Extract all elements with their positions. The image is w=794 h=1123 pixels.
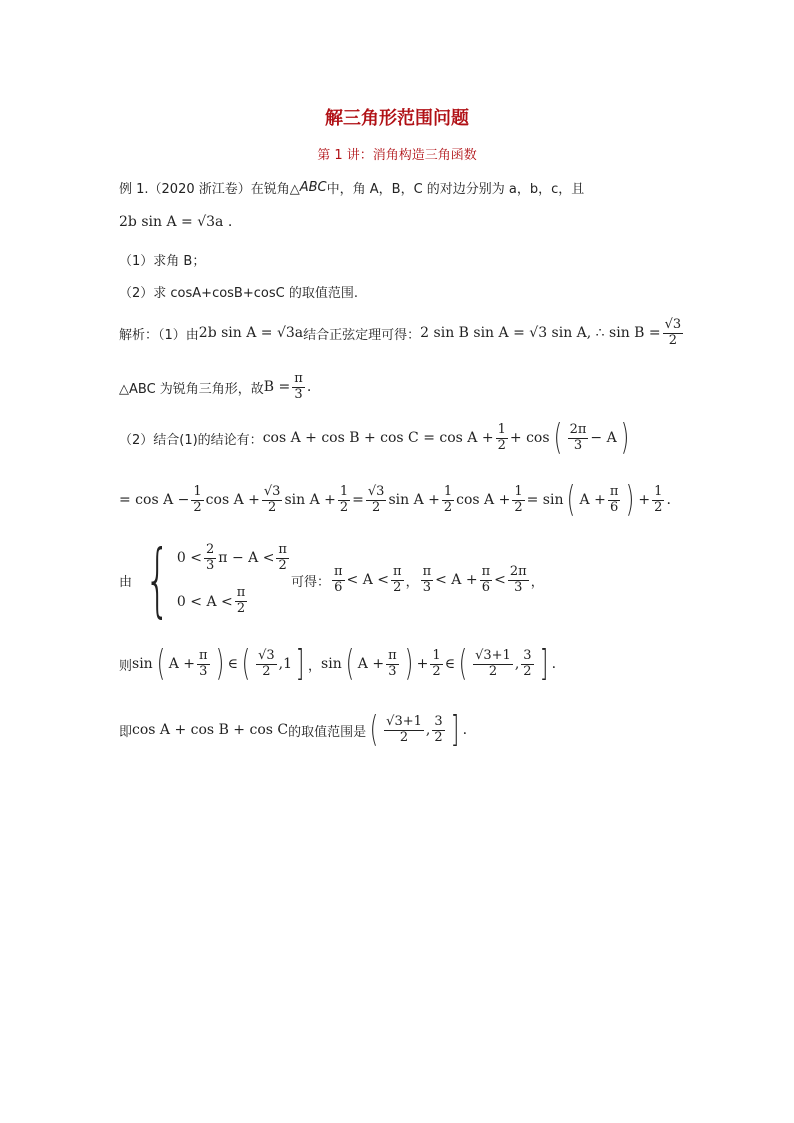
final-mid: 的取值范围是 (288, 724, 367, 740)
frac-num: √3 (664, 317, 682, 332)
frac-num: 1 (443, 483, 453, 499)
ineq-mid: < A < (346, 572, 390, 588)
dot: . (462, 722, 468, 738)
frac-num: 3 (523, 647, 532, 663)
frac-pi-over-3 (292, 372, 305, 403)
paren-left: ( (156, 643, 165, 684)
solution-line-3 (119, 417, 633, 458)
frac-num: π (422, 563, 432, 579)
problem-condition (119, 214, 232, 230)
frac-num: π (333, 563, 343, 579)
frac-den: 3 (294, 386, 303, 402)
paren-left: ( (458, 643, 468, 684)
frac-num: 1 (514, 483, 523, 499)
final-eq: cos A + cos B + cos C (132, 722, 289, 738)
frac-num: π (388, 647, 397, 663)
bracket-right: ] (295, 643, 305, 684)
frac-pi-over-2 (235, 586, 248, 617)
frac-pi-over-3 (421, 565, 434, 596)
frac-den: 2 (434, 729, 443, 745)
by: 由 (119, 574, 133, 590)
frac-den: 2 (372, 499, 381, 515)
comma: ， (308, 658, 322, 674)
cos-a: cos A + (205, 492, 260, 508)
frac-1-over-2 (338, 485, 350, 516)
solution-line-5 (119, 533, 544, 626)
a-plus: A + (579, 492, 606, 508)
frac-num: 2 (206, 542, 215, 557)
dot: . (551, 656, 557, 672)
frac-den: 2 (262, 663, 271, 679)
line2-dot: . (306, 379, 312, 396)
frac-1-over-2 (430, 649, 442, 680)
solution-mid1: 结合正弦定理可得： (303, 327, 421, 343)
bracket-right: ] (450, 709, 459, 750)
frac-num: π (236, 585, 246, 601)
frac-num: 1 (654, 483, 663, 499)
frac-den: 2 (432, 663, 441, 679)
problem-part1 (119, 250, 205, 269)
line4-a: = cos A − (119, 492, 190, 508)
frac-1-over-2 (191, 485, 203, 516)
comma: ， (530, 574, 544, 590)
frac-den: 2 (339, 499, 349, 515)
paren-left: ( (241, 643, 251, 684)
frac-2pi-over-3 (508, 565, 529, 596)
frac-den: 2 (193, 499, 202, 515)
eq-sin: = sin (526, 492, 564, 508)
frac-sqrt3-over-2 (663, 318, 684, 349)
solution-line-4 (119, 479, 671, 520)
system-line-1 (177, 543, 291, 574)
frac-sqrt3-over-2 (262, 485, 283, 516)
frac-num: 1 (432, 647, 441, 663)
frac-den: 2 (236, 601, 246, 617)
left-brace: { (144, 533, 171, 626)
frac-num: √3 (258, 647, 275, 663)
frac-den: 2 (393, 579, 402, 595)
sys1-b: π − A < (218, 550, 275, 567)
frac-num: 2π (569, 421, 587, 437)
frac-den: 3 (206, 557, 215, 573)
frac-num: π (481, 563, 491, 579)
page-title: 解三角形范围问题 (325, 108, 469, 129)
frac-den: 2 (278, 557, 287, 573)
frac-pi-over-6 (480, 565, 493, 596)
frac-num: π (294, 371, 303, 386)
frac-num: 1 (339, 483, 349, 499)
solution-eq1: 2b sin A = √3a (198, 325, 304, 342)
comma: ， (405, 574, 419, 590)
part2-text: （2）求 cosA+cosB+cosC 的取值范围. (119, 286, 358, 301)
problem-condition-eq: 2b sin A = √3a . (119, 214, 233, 230)
frac-den: 2 (443, 499, 453, 515)
cos-a2: cos A + (456, 492, 511, 508)
paren-right: ) (215, 643, 224, 684)
frac-den: 2 (497, 437, 506, 453)
frac-1-over-2 (652, 485, 664, 516)
paren-left: ( (345, 643, 354, 684)
frac-num: π (393, 563, 402, 579)
in-sym: ∈ (444, 656, 456, 672)
then: 则 (119, 658, 133, 674)
frac-den: 2 (523, 663, 532, 679)
frac-num: √3+1 (386, 713, 422, 729)
one-end: ,1 (278, 656, 292, 672)
frac-2pi-over-3 (568, 423, 589, 454)
sin-a2: sin A + (388, 492, 440, 508)
frac-den: 6 (481, 579, 491, 595)
equals: = (352, 492, 364, 508)
part2-eq: cos A + cos B + cos C = cos A + (262, 430, 494, 446)
ineq2-mid: < A + (435, 572, 478, 588)
frac-sqrt3p1-over-2 (473, 649, 513, 680)
plus: + (416, 656, 429, 672)
minus-a: − A (590, 430, 617, 446)
a-plus: A + (357, 656, 385, 672)
problem-intro (119, 178, 584, 197)
frac-3-over-2 (432, 715, 444, 746)
page-subtitle: 第 1 讲：消角构造三角函数 (317, 148, 477, 163)
solution-label: 解析：（1）由 (119, 327, 199, 343)
frac-num: 1 (193, 483, 202, 499)
solution-line-6 (119, 643, 557, 684)
frac-num: √3+1 (475, 647, 511, 663)
problem-part2 (119, 282, 358, 301)
paren-left: ( (369, 709, 379, 750)
frac-den: 3 (514, 579, 523, 595)
frac-num: 3 (434, 713, 443, 729)
frac-den: 3 (199, 663, 208, 679)
frac-2-over-3 (204, 543, 216, 574)
a-plus: A + (168, 656, 196, 672)
sin-a: sin A + (284, 492, 336, 508)
frac-pi-over-6 (608, 485, 621, 516)
problem-triangle: ABC (299, 180, 327, 195)
frac-pi-over-3 (386, 649, 399, 680)
frac-pi-over-2 (391, 565, 404, 596)
paren-right: ) (620, 417, 629, 458)
solution-eq1b: 2 sin B sin A = √3 sin A, ∴ sin B = (420, 325, 661, 342)
frac-den: 3 (573, 437, 583, 453)
paren-left: ( (553, 417, 562, 458)
line2-pre: △ABC 为锐角三角形，故 (119, 381, 264, 397)
problem-intro-text: 例 1.（2020 浙江卷）在锐角△ (119, 182, 300, 197)
frac-den: 2 (488, 663, 498, 679)
frac-num: √3 (263, 483, 281, 499)
frac-den: 3 (422, 579, 431, 595)
frac-den: 2 (399, 729, 409, 745)
frac-den: 6 (334, 579, 343, 595)
frac-pi-over-3 (197, 649, 210, 680)
frac-num: π (278, 542, 287, 557)
kede: 可得： (290, 574, 330, 590)
final-pre: 即 (119, 724, 133, 740)
sys2-a: 0 < A < (176, 593, 233, 610)
frac-num: 1 (497, 421, 506, 437)
frac-3-over-2 (521, 649, 533, 680)
solution-line-7 (119, 709, 468, 750)
frac-sqrt3p1-over-2 (384, 715, 424, 746)
in-sym: ∈ (227, 656, 239, 672)
frac-pi-over-6 (332, 565, 345, 596)
paren-left: ( (567, 479, 576, 520)
frac-num: π (609, 483, 619, 499)
lt: < (494, 572, 506, 588)
frac-num: 2π (509, 563, 527, 579)
bracket-right: ] (539, 643, 548, 684)
frac-den: 2 (514, 499, 523, 515)
plus: + (638, 492, 651, 508)
frac-num: √3 (367, 483, 385, 499)
frac-sqrt3-over-2 (256, 649, 277, 680)
part2-pre: （2）结合(1)的结论有： (119, 432, 263, 448)
frac-den: 6 (609, 499, 619, 515)
dot: . (666, 492, 671, 508)
frac-den: 2 (268, 499, 277, 515)
line2-eq: B = (263, 379, 291, 396)
cos-open: + cos (509, 430, 550, 446)
frac-1-over-2 (442, 485, 454, 516)
frac-den: 2 (668, 332, 678, 348)
frac-sqrt3-over-2 (366, 485, 387, 516)
frac-num: π (199, 647, 208, 663)
sin-word: sin (321, 656, 342, 672)
paren-right: ) (626, 479, 635, 520)
sin-word: sin (132, 656, 153, 672)
part1-text: （1）求角 B； (119, 254, 206, 269)
comma-sep: , (425, 722, 431, 738)
system-line-2 (177, 586, 291, 617)
paren-right: ) (404, 643, 413, 684)
frac-pi-over-2 (276, 543, 289, 574)
inequality-system (177, 543, 291, 617)
frac-den: 3 (388, 663, 397, 679)
solution-line-2 (119, 372, 311, 403)
sys1-a: 0 < (176, 550, 203, 567)
frac-den: 2 (654, 499, 663, 515)
solution-line-1 (119, 318, 685, 349)
frac-1-over-2 (496, 423, 508, 454)
problem-intro-tail: 中，角 A，B，C 的对边分别为 a，b，c，且 (326, 182, 585, 197)
frac-1-over-2 (512, 485, 524, 516)
comma-sep: , (514, 656, 520, 672)
